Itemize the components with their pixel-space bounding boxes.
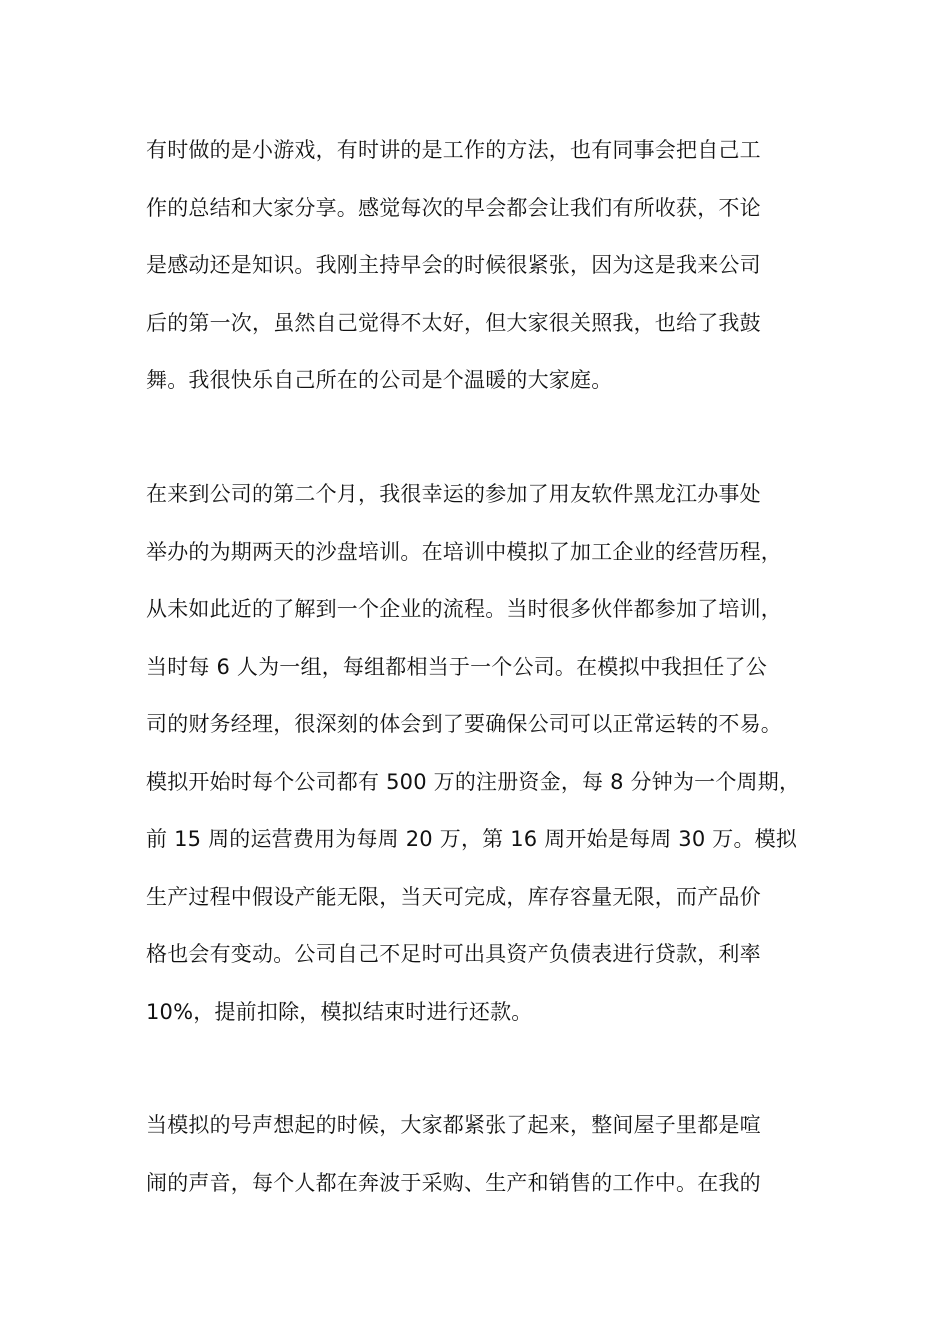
paragraph-1 — [146, 122, 818, 410]
text-line: 生产过程中假设产能无限，当天可完成，库存容量无限，而产品价 — [146, 884, 761, 909]
text-line: 当模拟的号声想起的时候，大家都紧张了起来，整间屋子里都是喧 — [146, 1113, 761, 1137]
text-line: 是感动还是知识。我刚主持早会的时候很紧张，因为这是我来公司 — [146, 253, 761, 277]
text-line: 前 15 周的运营费用为每周 20 万，第 16 周开始是每周 30 万。模拟 — [146, 827, 798, 851]
text-line: 模拟开始时每个公司都有 500 万的注册资金，每 8 分钟为一个周期， — [146, 769, 801, 794]
text-line: 有时做的是小游戏，有时讲的是工作的方法，也有同事会把自己工 — [146, 138, 761, 162]
text-line: 司的财务经理，很深刻的体会到了要确保公司可以正常运转的不易。 — [146, 712, 782, 736]
text-line: 闹的声音，每个人都在奔波于采购、生产和销售的工作中。在我的 — [146, 1170, 761, 1195]
text-line: 从未如此近的了解到一个企业的流程。当时很多伙伴都参加了培训， — [146, 597, 782, 621]
text-line: 在来到公司的第二个月，我很幸运的参加了用友软件黑龙江办事处 — [146, 482, 761, 506]
text-line: 10%，提前扣除，模拟结束时进行还款。 — [146, 999, 533, 1024]
text-line: 当时每 6 人为一组，每组都相当于一个公司。在模拟中我担任了公 — [146, 654, 767, 679]
paragraph-2 — [146, 466, 818, 1041]
text-line: 舞。我很快乐自己所在的公司是个温暖的大家庭。 — [146, 368, 613, 392]
text-line: 举办的为期两天的沙盘培训。在培训中模拟了加工企业的经营历程， — [146, 539, 782, 564]
paragraph-3 — [146, 1097, 818, 1212]
text-line: 格也会有变动。公司自己不足时可出具资产负债表进行贷款，利率 — [146, 942, 761, 966]
text-line: 后的第一次，虽然自己觉得不太好，但大家很关照我，也给了我鼓 — [146, 310, 761, 335]
text-line: 作的总结和大家分享。感觉每次的早会都会让我们有所收获，不论 — [146, 195, 761, 220]
